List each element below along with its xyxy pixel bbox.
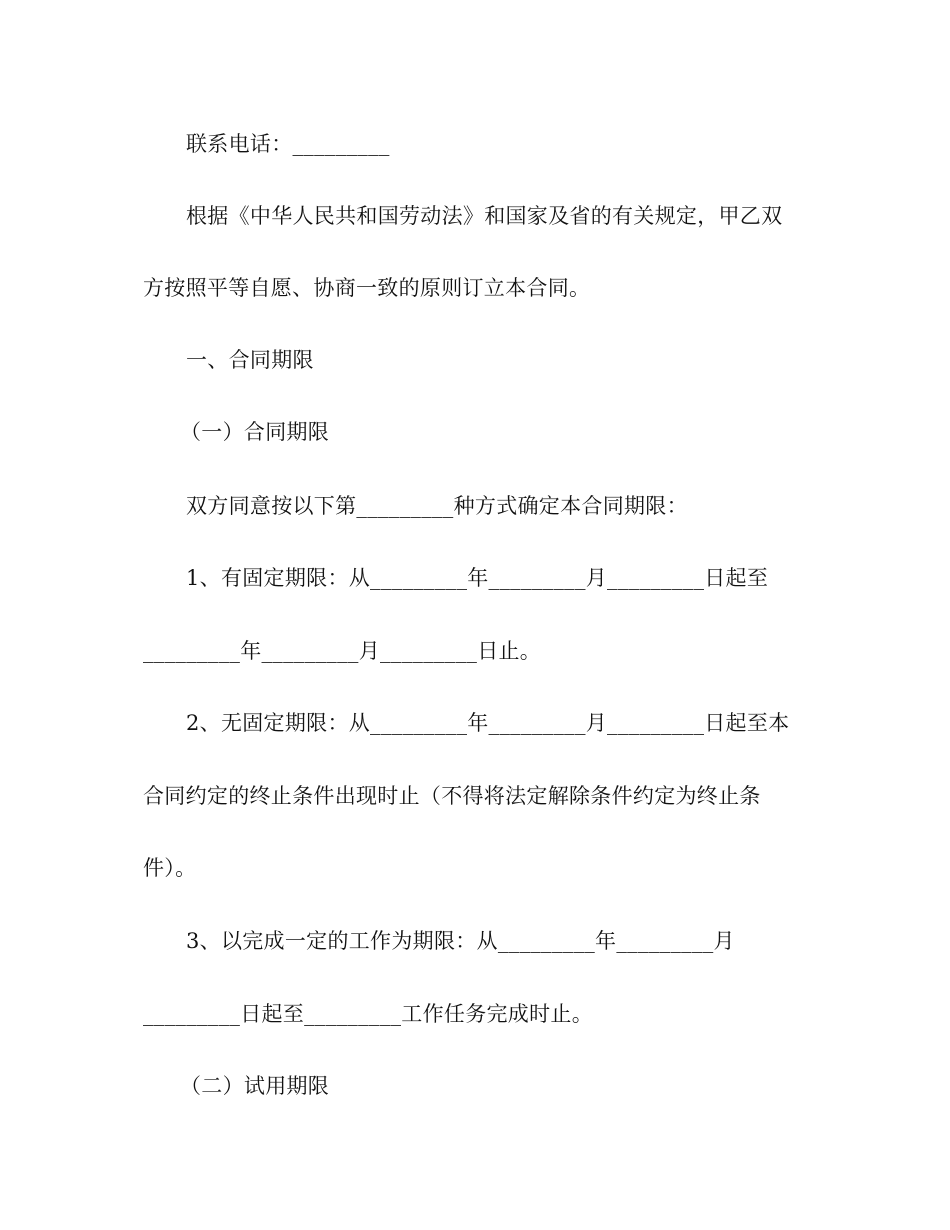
preamble-line-2: 方按照平等自愿、协商一致的原则订立本合同。	[143, 276, 591, 300]
term-method-line: 双方同意按以下第_________种方式确定本合同期限：	[186, 494, 688, 518]
subsection-heading-contract-term: （一）合同期限	[180, 420, 330, 444]
fixed-term-line-2: _________年_________月_________日止。	[143, 639, 542, 663]
fixed-term-line-1: 1、有固定期限：从_________年_________月_________日起至	[186, 566, 769, 590]
open-term-line-3: 件）。	[143, 856, 197, 880]
task-term-line-2: _________日起至_________工作任务完成时止。	[143, 1002, 593, 1026]
task-term-line-1: 3、以完成一定的工作为期限：从_________年_________月	[186, 929, 735, 953]
open-term-line-2: 合同约定的终止条件出现时止（不得将法定解除条件约定为终止条	[143, 784, 761, 808]
subsection-heading-probation: （二）试用期限	[180, 1074, 330, 1098]
section-heading-contract-term: 一、合同期限	[186, 348, 314, 372]
preamble-line-1: 根据《中华人民共和国劳动法》和国家及省的有关规定，甲乙双	[186, 204, 783, 228]
contact-phone-line: 联系电话：_________	[186, 132, 390, 156]
open-term-line-1: 2、无固定期限：从_________年_________月_________日起至本	[186, 711, 790, 735]
